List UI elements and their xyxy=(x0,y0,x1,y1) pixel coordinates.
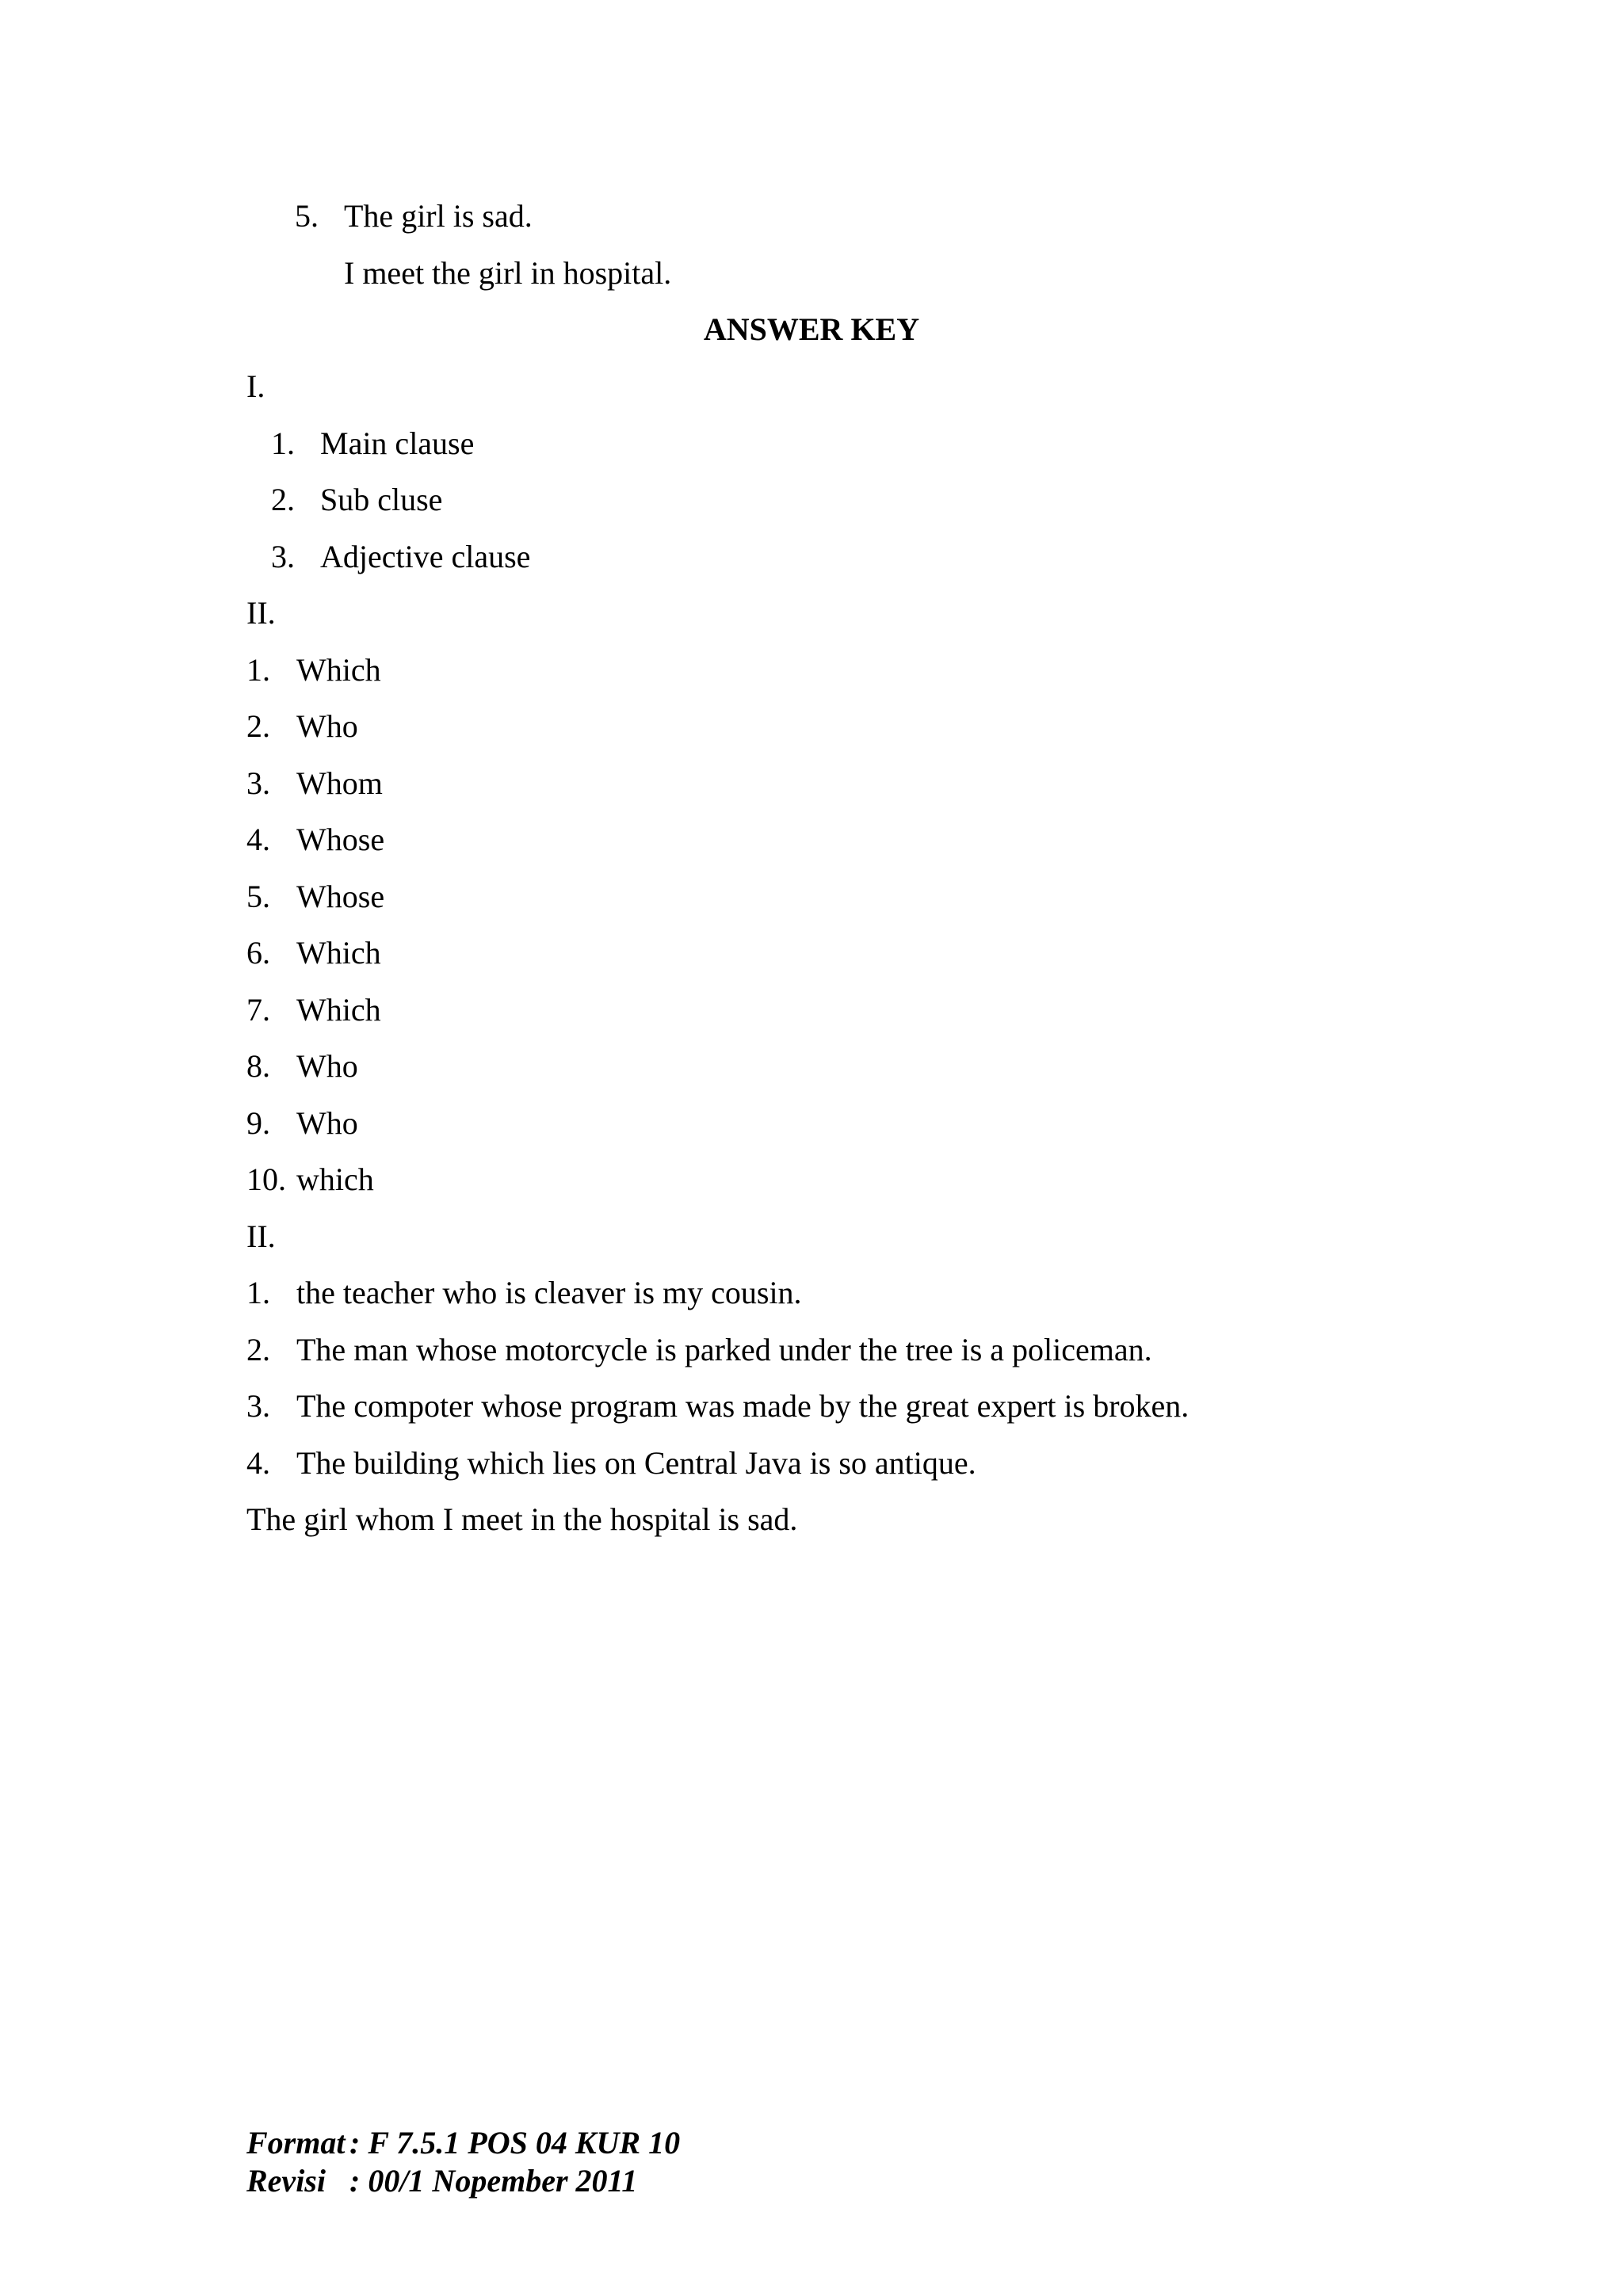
list-item: Who xyxy=(296,1105,358,1141)
list-item: Which xyxy=(296,992,381,1028)
list-item-number: 3. xyxy=(246,1388,270,1424)
list-item-number: 10. xyxy=(246,1161,286,1197)
list-item: Adjective clause xyxy=(320,539,531,574)
list-item: Which xyxy=(296,935,381,971)
section-3-heading: II. xyxy=(246,1219,276,1254)
list-item-number: 1. xyxy=(246,652,270,688)
list-item-number: 6. xyxy=(246,935,270,971)
carryover-number: 5. xyxy=(295,198,319,234)
list-item: the teacher who is cleaver is my cousin. xyxy=(296,1275,802,1310)
section-2-heading: II. xyxy=(246,595,276,631)
footer-revisi xyxy=(246,2162,637,2200)
footer-revisi-value: : 00/1 Nopember 2011 xyxy=(349,2163,638,2199)
page-title: ANSWER KEY xyxy=(703,311,920,347)
list-item-number: 3. xyxy=(271,539,295,574)
trailing-sentence: The girl whom I meet in the hospital is sad. xyxy=(246,1501,798,1537)
footer-format-label: Format xyxy=(246,2125,346,2161)
list-item-number: 2. xyxy=(246,708,270,744)
list-item: Whom xyxy=(296,765,383,801)
list-item-number: 8. xyxy=(246,1048,270,1084)
section-1-heading: I. xyxy=(246,368,265,404)
list-item: Whose xyxy=(296,879,385,914)
list-item: Whose xyxy=(296,822,385,857)
list-item-number: 5. xyxy=(246,879,270,914)
list-item: Who xyxy=(296,708,358,744)
list-item: The man whose motorcycle is parked under the tree is a policeman. xyxy=(296,1332,1152,1367)
list-item-number: 4. xyxy=(246,1445,270,1481)
list-item-number: 3. xyxy=(246,765,270,801)
list-item: The compoter whose program was made by the great expert is broken. xyxy=(296,1388,1190,1424)
list-item: Main clause xyxy=(320,425,475,461)
carryover-line-1: The girl is sad. xyxy=(344,198,533,234)
list-item-number: 2. xyxy=(246,1332,270,1367)
list-item: Who xyxy=(296,1048,358,1084)
footer-format xyxy=(246,2124,680,2162)
list-item: Which xyxy=(296,652,381,688)
carryover-line-2: I meet the girl in hospital. xyxy=(344,255,672,291)
list-item-number: 7. xyxy=(246,992,270,1028)
list-item: The building which lies on Central Java is so antique. xyxy=(296,1445,976,1481)
footer-format-value: : F 7.5.1 POS 04 KUR 10 xyxy=(349,2125,681,2161)
list-item-number: 4. xyxy=(246,822,270,857)
list-item: Sub cluse xyxy=(320,482,443,517)
list-item: which xyxy=(296,1161,374,1197)
footer-revisi-label: Revisi xyxy=(246,2163,326,2199)
list-item-number: 1. xyxy=(246,1275,270,1310)
list-item-number: 9. xyxy=(246,1105,270,1141)
list-item-number: 2. xyxy=(271,482,295,517)
list-item-number: 1. xyxy=(271,425,295,461)
